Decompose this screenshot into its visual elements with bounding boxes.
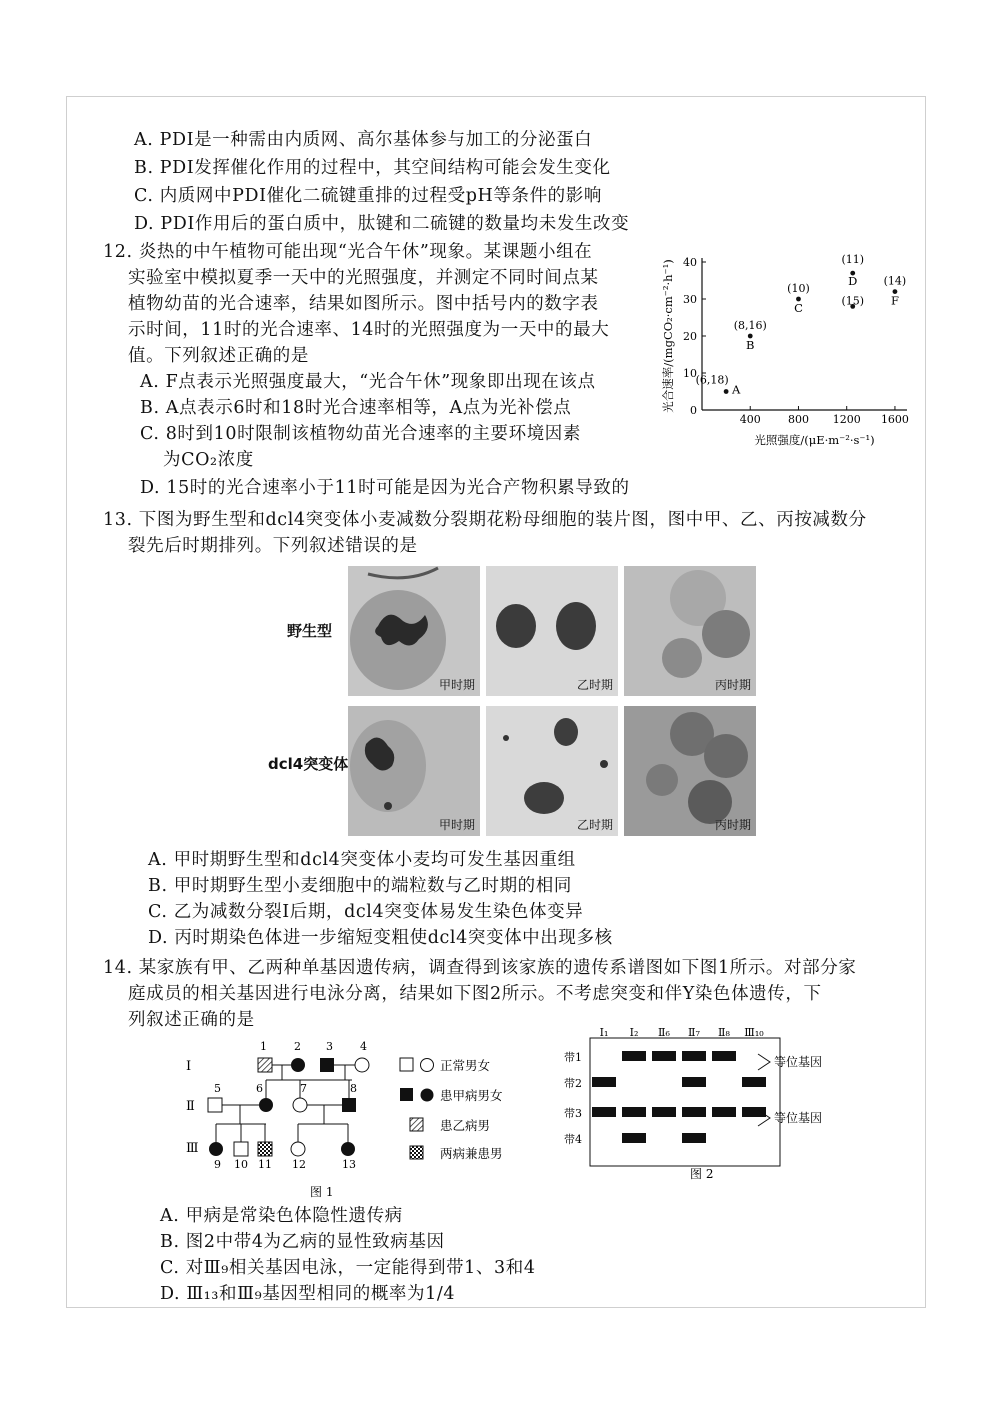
data-point-label: C	[794, 301, 803, 315]
individual-i2-female-disease-a	[291, 1058, 305, 1072]
q11-option-c: C. 内质网中PDI催化二硫键重排的过程受pH等条件的影响	[134, 186, 602, 206]
q12-stem-line: 植物幼苗的光合速率，结果如图所示。图中括号内的数字表	[128, 294, 599, 314]
x-tick-label: 1600	[880, 413, 909, 426]
generation-label: Ⅱ	[186, 1099, 195, 1114]
gel-band	[712, 1107, 736, 1117]
individual-i1-male-disease-b	[258, 1058, 272, 1072]
data-point-time-label: (14)	[883, 274, 907, 288]
q13-option-b: B. 甲时期野生型小麦细胞中的端粒数与乙时期的相同	[148, 876, 572, 896]
panel-label: 丙时期	[714, 678, 751, 692]
individual-ii5-male-normal	[208, 1098, 222, 1112]
q14-stem-line: 14. 某家族有甲、乙两种单基因遗传病，调查得到该家族的遗传系谱图如下图1所示。对部分家	[103, 958, 857, 978]
legend-normal: 正常男女	[440, 1058, 491, 1073]
q12-stem-line: 示时间，11时的光合速率、14时的光照强度为一天中的最大	[128, 320, 610, 340]
y-tick-label: 30	[683, 293, 697, 306]
gel-band	[682, 1077, 706, 1087]
individual-iii10-male-normal	[234, 1142, 248, 1156]
y-axis-label: 光合速率/(mgCO₂·cm⁻²·h⁻¹)	[661, 259, 675, 413]
q11-option-d: D. PDI作用后的蛋白质中，肽键和二硫键的数量均未发生改变	[134, 214, 630, 234]
individual-iii13-female-disease-a	[341, 1142, 355, 1156]
individual-number: 3	[326, 1040, 333, 1053]
individual-ii8-male-disease-a	[342, 1098, 356, 1112]
panel-label: 乙时期	[576, 678, 613, 692]
individual-i4-female-normal	[355, 1058, 369, 1072]
gel-column-label: Ⅱ₇	[688, 1026, 700, 1039]
q13-option-c: C. 乙为减数分裂Ⅰ后期，dcl4突变体易发生染色体变异	[148, 902, 584, 922]
q14-stem-line: 列叙述正确的是	[128, 1010, 255, 1030]
individual-number: 6	[256, 1082, 263, 1095]
gel-column-label: Ⅱ₈	[718, 1026, 730, 1039]
micrograph-mutant-jia	[348, 706, 480, 836]
gel-band	[682, 1051, 706, 1061]
data-point-label: B	[746, 338, 755, 352]
data-point-label: A	[731, 382, 741, 397]
individual-number: 12	[292, 1158, 306, 1171]
legend-symbol-both-diseases-male	[410, 1146, 423, 1159]
x-tick-label: 800	[787, 413, 809, 426]
legend-symbol-disease-a-male	[400, 1088, 413, 1101]
x-axis-label: 光照强度/(μE·m⁻²·s⁻¹)	[754, 433, 875, 447]
individual-number: 11	[258, 1158, 272, 1171]
individual-number: 13	[342, 1158, 356, 1171]
gel-column-label: Ⅲ₁₀	[744, 1026, 764, 1039]
legend-symbol-disease-b-male	[410, 1118, 423, 1131]
y-tick-label: 40	[683, 256, 697, 269]
y-tick-label: 0	[690, 404, 697, 417]
legend-symbol-normal-female	[421, 1059, 434, 1072]
allele-annotation: 等位基因	[774, 1055, 823, 1069]
individual-number: 8	[350, 1082, 357, 1095]
legend-both-diseases: 两病兼患男	[440, 1146, 503, 1161]
q12-option-c: C. 8时到10时限制该植物幼苗光合速率的主要环境因素	[140, 424, 581, 444]
q13-option-a: A. 甲时期野生型和dcl4突变体小麦均可发生基因重组	[148, 850, 576, 870]
data-point-time-label: (11)	[841, 253, 865, 267]
gel-band-label: 带4	[564, 1133, 582, 1146]
micrograph-mutant-yi	[486, 706, 618, 836]
q12-option-b: B. A点表示6时和18时光合速率相等，A点为光补偿点	[140, 398, 572, 418]
pedigree-figure	[180, 1034, 560, 1204]
individual-iii11-male-both-diseases	[258, 1142, 272, 1156]
gel-band	[592, 1077, 616, 1087]
q11-option-a: A. PDI是一种需由内质网、高尔基体参与加工的分泌蛋白	[134, 130, 593, 150]
gel-band	[652, 1107, 676, 1117]
q13-stem-line: 13. 下图为野生型和dcl4突变体小麦减数分裂期花粉母细胞的装片图，图中甲、乙、丙按减数分	[103, 510, 867, 530]
panel-label: 乙时期	[576, 818, 613, 832]
q12-option-a: A. F点表示光照强度最大，“光合午休”现象即出现在该点	[140, 372, 596, 392]
gel-band-label: 带1	[564, 1051, 582, 1064]
legend-disease-b: 患乙病男	[440, 1118, 491, 1133]
micrograph-wild-yi	[486, 566, 618, 696]
allele-bracket-top	[758, 1054, 770, 1070]
generation-label: Ⅰ	[186, 1059, 192, 1074]
q13-option-d: D. 丙时期染色体进一步缩短变粗使dcl4突变体中出现多核	[148, 928, 613, 948]
figure-1-caption: 图 1	[310, 1185, 334, 1199]
electrophoresis-figure	[560, 1024, 860, 1184]
legend-disease-a: 患甲病男女	[440, 1088, 503, 1103]
q14-stem-line: 庭成员的相关基因进行电泳分离，结果如下图2所示。不考虑突变和伴Y染色体遗传，下	[128, 984, 822, 1004]
gel-band	[682, 1133, 706, 1143]
y-tick-label: 20	[683, 330, 697, 343]
q14-option-b: B. 图2中带4为乙病的显性致病基因	[160, 1232, 445, 1252]
panel-label: 丙时期	[714, 818, 751, 832]
gel-column-label: Ⅰ₂	[629, 1026, 639, 1039]
data-point-time-label: (15)	[841, 294, 865, 308]
gel-band	[712, 1051, 736, 1061]
panel-label: 甲时期	[438, 678, 475, 692]
data-point-label: D	[848, 274, 858, 289]
q12-option-d: D. 15时的光合速率小于11时可能是因为光合产物积累导致的	[140, 478, 630, 498]
data-point-time-label: (10)	[787, 282, 810, 295]
q12-stem-line: 实验室中模拟夏季一天中的光照强度，并测定不同时间点某	[128, 268, 599, 288]
generation-label: Ⅲ	[186, 1141, 199, 1156]
micrograph-wild-bing	[624, 566, 756, 696]
gel-column-label: Ⅰ₁	[599, 1026, 609, 1039]
data-point-time-label: (6,18)	[695, 373, 729, 387]
data-point-a	[724, 389, 729, 394]
photosynthesis-scatter-chart	[650, 250, 925, 465]
gel-band	[682, 1107, 706, 1117]
individual-i3-male-disease-a	[320, 1058, 334, 1072]
gel-band-label: 带3	[564, 1107, 582, 1120]
individual-iii12-female-normal	[291, 1142, 305, 1156]
row-label-wild-type: 野生型	[287, 622, 333, 640]
q12-option-c-cont: 为CO₂浓度	[163, 450, 254, 470]
y-tick-label: 10	[683, 367, 697, 380]
q12-stem-line: 值。下列叙述正确的是	[128, 346, 309, 366]
q14-option-d: D. Ⅲ₁₃和Ⅲ₉基因型相同的概率为1/4	[160, 1284, 456, 1304]
gel-band	[742, 1077, 766, 1087]
individual-number: 2	[294, 1040, 301, 1053]
q14-option-c: C. 对Ⅲ₉相关基因电泳，一定能得到带1、3和4	[160, 1258, 536, 1278]
legend-symbol-disease-a-female	[421, 1089, 434, 1102]
gel-column-label: Ⅱ₆	[658, 1026, 670, 1039]
individual-number: 4	[360, 1040, 367, 1053]
x-tick-label: 1200	[832, 413, 861, 426]
gel-band-label: 带2	[564, 1077, 582, 1090]
individual-number: 9	[214, 1158, 221, 1171]
micrograph-wild-jia	[348, 566, 480, 696]
gel-band	[622, 1133, 646, 1143]
individual-number: 5	[214, 1082, 221, 1095]
gel-band	[622, 1107, 646, 1117]
row-label-dcl4-mutant: dcl4突变体	[268, 755, 349, 773]
q12-stem-line: 12. 炎热的中午植物可能出现“光合午休”现象。某课题小组在	[103, 242, 593, 262]
legend-symbol-normal-male	[400, 1058, 413, 1071]
x-tick-label: 400	[739, 413, 761, 426]
gel-band	[592, 1107, 616, 1117]
individual-ii6-female-disease-a	[259, 1098, 273, 1112]
gel-band	[652, 1051, 676, 1061]
individual-number: 10	[234, 1158, 248, 1171]
figure-2-caption: 图 2	[690, 1167, 714, 1181]
individual-number: 1	[260, 1040, 267, 1053]
gel-band	[622, 1051, 646, 1061]
individual-iii9-female-disease-a	[209, 1142, 223, 1156]
data-point-time-label: (8,16)	[733, 319, 767, 332]
micrograph-mutant-bing	[624, 706, 756, 836]
data-point-label: F	[890, 293, 899, 308]
q11-option-b: B. PDI发挥催化作用的过程中，其空间结构可能会发生变化	[134, 158, 611, 178]
individual-number: 7	[300, 1082, 307, 1095]
allele-annotation: 等位基因	[774, 1111, 823, 1125]
q14-option-a: A. 甲病是常染色体隐性遗传病	[160, 1206, 403, 1226]
individual-ii7-female-normal	[293, 1098, 307, 1112]
panel-label: 甲时期	[438, 818, 475, 832]
gel-band	[742, 1107, 766, 1117]
q13-stem-line: 裂先后时期排列。下列叙述错误的是	[128, 536, 418, 556]
